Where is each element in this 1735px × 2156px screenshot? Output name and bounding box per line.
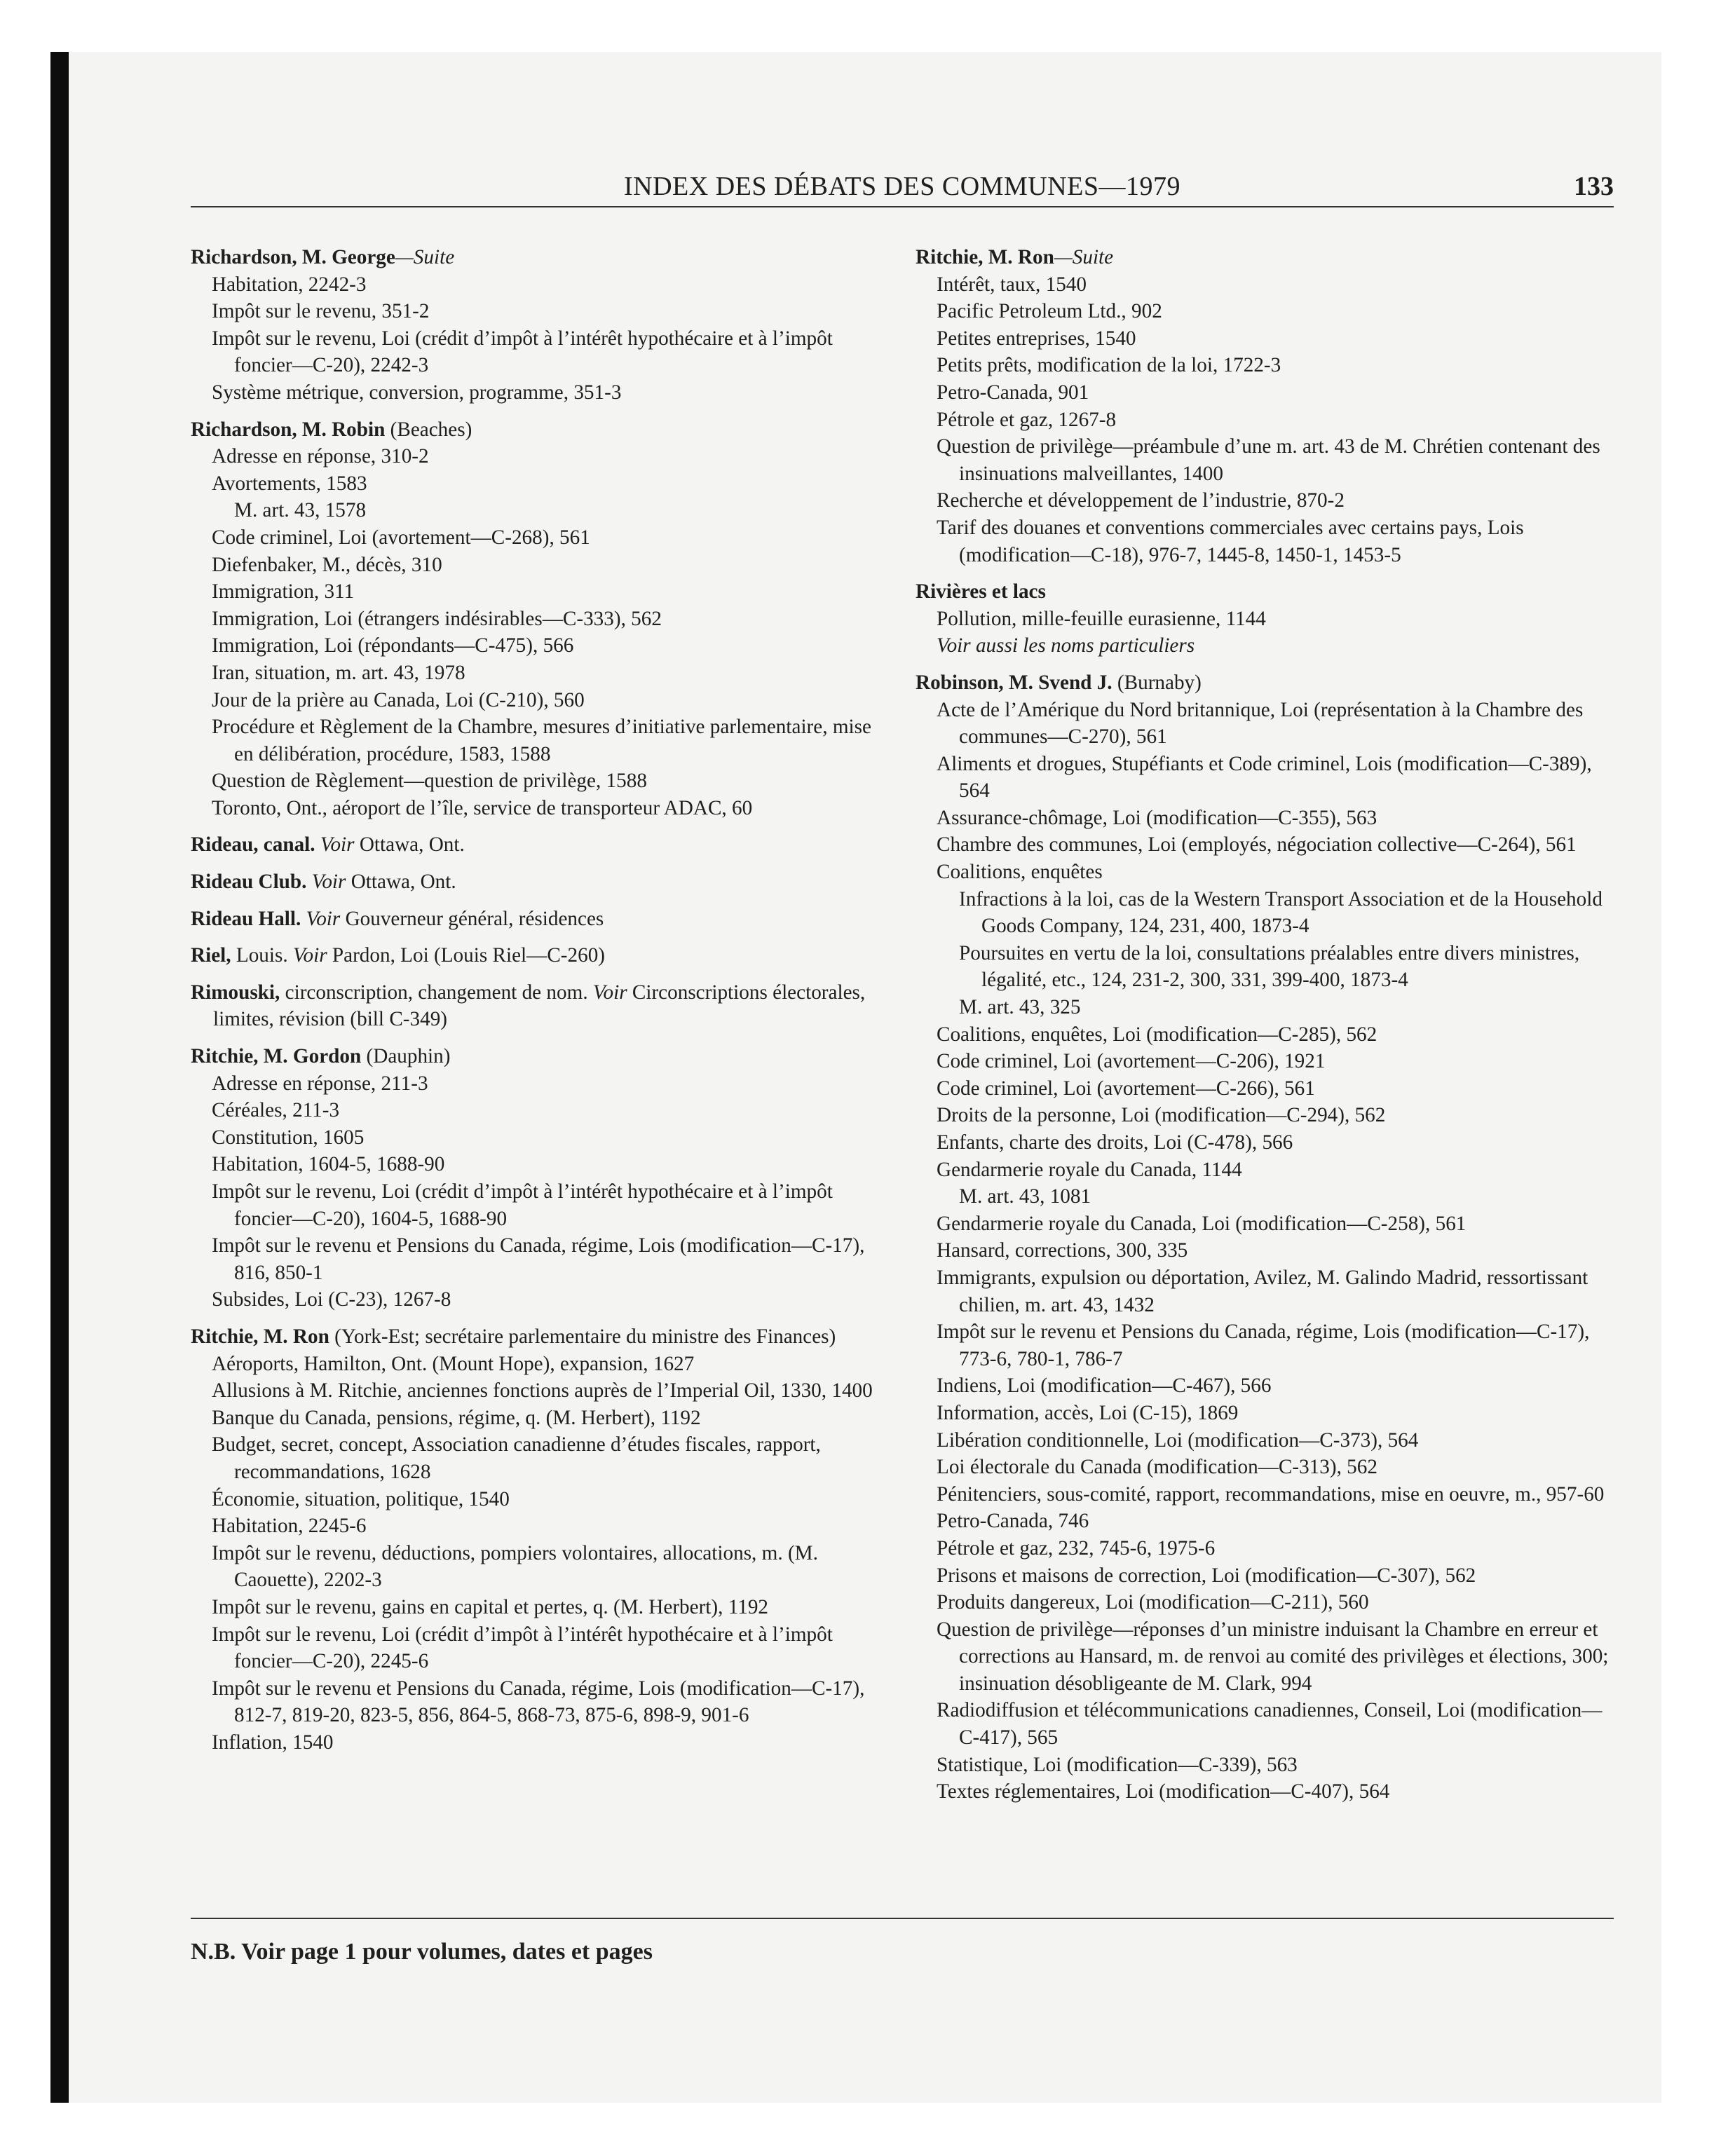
subentry: Adresse en réponse, 310-2 <box>212 445 429 468</box>
subentry: Avortements, 1583 <box>212 472 367 495</box>
entry-name: Robinson, M. Svend J. <box>916 671 1113 694</box>
page-title: INDEX DES DÉBATS DES COMMUNES—1979 <box>624 172 1181 201</box>
subentry: Pacific Petroleum Ltd., 902 <box>937 300 1162 323</box>
entry-name: Rivières et lacs <box>916 580 1046 603</box>
subentry: Textes réglementaires, Loi (modification—C-407), 564 <box>937 1780 1390 1803</box>
entry-see-reference: Voir <box>306 907 341 930</box>
subentry: Libération conditionnelle, Loi (modification—C-373), 564 <box>937 1428 1419 1452</box>
subentry: M. art. 43, 325 <box>959 996 1081 1019</box>
index-entry <box>916 669 1617 1806</box>
entry-see-target: Ottawa, Ont. <box>354 833 465 857</box>
entry-detail: (Dauphin) <box>361 1045 451 1068</box>
index-entry <box>191 831 892 859</box>
entry-heading <box>191 416 892 444</box>
subentry: Indiens, Loi (modification—C-467), 566 <box>937 1374 1272 1398</box>
entry-see-reference: Voir <box>320 833 355 857</box>
subentry: Impôt sur le revenu, gains en capital et pertes, q. (M. Herbert), 1192 <box>212 1595 769 1618</box>
subentry: Voir aussi les noms particuliers <box>937 634 1195 657</box>
entry-detail: circonscription, changement de nom. <box>280 981 593 1004</box>
subentry: Petro-Canada, 746 <box>937 1510 1089 1533</box>
entry-heading <box>191 906 892 933</box>
subentry: Immigration, Loi (étrangers indésirables—C-333), 562 <box>212 607 662 630</box>
index-entry <box>191 868 892 896</box>
subentry: Acte de l’Amérique du Nord britannique, Loi (représentation à la Chambre des communes—C-270), 561 <box>937 698 1584 749</box>
subentry: Radiodiffusion et télécommunications canadiennes, Conseil, Loi (modification—C-417), 565 <box>937 1699 1603 1749</box>
subentry: Immigrants, expulsion ou déportation, Avilez, M. Galindo Madrid, ressortissant chilien, m. art. 43, 1432 <box>937 1266 1588 1316</box>
subentry: Pénitenciers, sous-comité, rapport, recommandations, mise en oeuvre, m., 957-60 <box>937 1482 1605 1506</box>
entry-heading <box>916 244 1617 271</box>
entry-see-reference: Voir <box>592 981 627 1004</box>
header-rule <box>191 206 1614 207</box>
index-entry <box>191 244 892 407</box>
entry-see-target: Gouverneur général, résidences <box>340 907 604 930</box>
subentry: Impôt sur le revenu, Loi (crédit d’impôt à l’intérêt hypothécaire et à l’impôt foncier—C-20), 2245-6 <box>212 1623 833 1673</box>
subentry: Question de Règlement—question de privilège, 1588 <box>212 770 647 793</box>
subentry: Inflation, 1540 <box>212 1731 334 1754</box>
entry-name: Richardson, M. Robin <box>191 418 386 441</box>
subentry: Poursuites en vertu de la loi, consultations préalables entre divers ministres, légalité, etc., 124, 231-2, 300, 331, 399-400, 1873-4 <box>959 941 1580 992</box>
subentry: Loi électorale du Canada (modification—C-313), 562 <box>937 1456 1377 1479</box>
subentry: Petits prêts, modification de la loi, 1722-3 <box>937 354 1281 377</box>
subentry: M. art. 43, 1578 <box>234 499 367 522</box>
subentry: Budget, secret, concept, Association canadienne d’études fiscales, rapport, recommandations, 1628 <box>212 1433 821 1483</box>
subentry: Aliments et drogues, Stupéfiants et Code criminel, Lois (modification—C-389), 564 <box>937 752 1592 803</box>
subentry: Coalitions, enquêtes, Loi (modification—C-285), 562 <box>937 1023 1377 1046</box>
subentry: Impôt sur le revenu et Pensions du Canada, régime, Lois (modification—C-17), 816, 850-1 <box>212 1234 865 1284</box>
subentry: Procédure et Règlement de la Chambre, mesures d’initiative parlementaire, mise en délibération, procédure, 1583, 1588 <box>212 716 871 765</box>
entry-see-reference: Voir <box>292 944 327 967</box>
entry-see-reference: Voir <box>311 871 346 894</box>
subentry: Céréales, 211-3 <box>212 1099 340 1122</box>
index-column-right <box>916 244 1617 1815</box>
entry-name: Ritchie, M. Gordon <box>191 1045 362 1068</box>
index-entry <box>191 1323 892 1756</box>
subentry: Code criminel, Loi (avortement—C-266), 561 <box>937 1077 1315 1100</box>
subentry: Code criminel, Loi (avortement—C-206), 1921 <box>937 1050 1326 1073</box>
subentry: Pétrole et gaz, 1267-8 <box>937 408 1117 431</box>
entry-suite: —Suite <box>1054 246 1114 268</box>
subentry: Économie, situation, politique, 1540 <box>212 1487 510 1510</box>
index-entry <box>916 244 1617 568</box>
subentry: Coalitions, enquêtes <box>937 861 1103 884</box>
subentry: M. art. 43, 1081 <box>959 1185 1091 1208</box>
subentry: Constitution, 1605 <box>212 1126 365 1149</box>
subentry: Banque du Canada, pensions, régime, q. (M. Herbert), 1192 <box>212 1406 701 1429</box>
entry-detail: (York-Est; secrétaire parlementaire du ministre des Finances) <box>329 1325 836 1348</box>
entry-heading <box>916 578 1617 606</box>
entry-see-target: Circonscriptions électorales, limites, révision (bill C-349) <box>213 981 866 1031</box>
entry-name: Ritchie, M. Ron <box>191 1325 329 1348</box>
entry-detail: (Burnaby) <box>1112 671 1202 694</box>
entry-suite: —Suite <box>395 246 455 268</box>
subentry: Impôt sur le revenu, Loi (crédit d’impôt à l’intérêt hypothécaire et à l’impôt foncier—C-20), 2242-3 <box>212 327 833 377</box>
index-column-left <box>191 244 892 1766</box>
scan-edge-bar <box>50 52 69 2103</box>
subentry: Statistique, Loi (modification—C-339), 563 <box>937 1753 1298 1776</box>
subentry: Question de privilège—réponses d’un ministre induisant la Chambre en erreur et corrections au Hansard, m. de renvoi au comité des privilèges et élections, 300; insinuation désobligeante de M. Clark, 994 <box>937 1618 1609 1695</box>
footer-note: N.B. Voir page 1 pour volumes, dates et pages <box>191 1939 653 1965</box>
subentry: Pétrole et gaz, 232, 745-6, 1975-6 <box>937 1536 1216 1560</box>
subentry: Toronto, Ont., aéroport de l’île, service de transporteur ADAC, 60 <box>212 796 753 819</box>
subentry: Recherche et développement de l’industrie, 870-2 <box>937 489 1345 512</box>
subentry: Infractions à la loi, cas de la Western Transport Association et de la Household Goods Company, 124, 231, 400, 1873-4 <box>959 887 1603 938</box>
entry-heading <box>191 868 892 896</box>
footer-rule <box>191 1918 1614 1919</box>
subentry: Habitation, 2245-6 <box>212 1515 367 1538</box>
index-entry <box>191 416 892 822</box>
subentry: Diefenbaker, M., décès, 310 <box>212 553 442 576</box>
index-entry <box>916 578 1617 660</box>
subentry: Tarif des douanes et conventions commerciales avec certains pays, Lois (modification—C-18), 976-7, 1445-8, 1450-1, 1453-5 <box>937 516 1524 566</box>
subentry: Droits de la personne, Loi (modification—C-294), 562 <box>937 1104 1386 1127</box>
subentry: Petites entreprises, 1540 <box>937 327 1136 350</box>
subentry: Assurance-chômage, Loi (modification—C-355), 563 <box>937 806 1377 829</box>
entry-heading <box>191 1323 892 1351</box>
subentry: Gendarmerie royale du Canada, Loi (modification—C-258), 561 <box>937 1212 1467 1235</box>
subentry: Impôt sur le revenu et Pensions du Canada, régime, Lois (modification—C-17), 812-7, 819-20, 823-5, 856, 864-5, 868-73, 875-6, 898-9, 901-6 <box>212 1677 865 1727</box>
subentry: Immigration, 311 <box>212 580 355 603</box>
subentry: Jour de la prière au Canada, Loi (C-210), 560 <box>212 688 585 711</box>
subentry: Impôt sur le revenu, déductions, pompiers volontaires, allocations, m. (M. Caouette), 2202-3 <box>212 1541 818 1592</box>
subentry: Adresse en réponse, 211-3 <box>212 1072 428 1095</box>
subentry: Gendarmerie royale du Canada, 1144 <box>937 1158 1242 1181</box>
page-header <box>191 171 1614 207</box>
subentry: Hansard, corrections, 300, 335 <box>937 1239 1188 1262</box>
index-entry <box>191 1043 892 1314</box>
subentry: Habitation, 2242-3 <box>212 273 367 296</box>
entry-heading <box>191 831 892 859</box>
page-number: 133 <box>1574 172 1614 201</box>
subentry: Question de privilège—préambule d’une m. art. 43 de M. Chrétien contenant des insinuations malveillantes, 1400 <box>937 435 1600 485</box>
entry-heading <box>191 942 892 969</box>
entry-heading <box>191 979 892 1033</box>
subentry: Prisons et maisons de correction, Loi (modification—C-307), 562 <box>937 1564 1476 1587</box>
subentry: Immigration, Loi (répondants—C-475), 566 <box>212 634 574 657</box>
entry-name: Rideau Club. <box>191 871 307 894</box>
subentry: Habitation, 1604-5, 1688-90 <box>212 1153 445 1176</box>
index-entry <box>191 979 892 1033</box>
subentry: Information, accès, Loi (C-15), 1869 <box>937 1401 1239 1424</box>
entry-heading <box>191 244 892 271</box>
subentry: Intérêt, taux, 1540 <box>937 273 1087 296</box>
subentry: Allusions à M. Ritchie, anciennes fonctions auprès de l’Imperial Oil, 1330, 1400 <box>212 1379 873 1403</box>
subentry: Enfants, charte des droits, Loi (C-478), 566 <box>937 1131 1293 1154</box>
index-entry <box>191 906 892 933</box>
entry-name: Rideau Hall. <box>191 907 301 930</box>
entry-see-target: Ottawa, Ont. <box>346 871 456 894</box>
entry-detail: Louis. <box>231 944 293 967</box>
subentry: Aéroports, Hamilton, Ont. (Mount Hope), expansion, 1627 <box>212 1352 695 1375</box>
subentry: Système métrique, conversion, programme, 351-3 <box>212 381 622 404</box>
subentry: Impôt sur le revenu, Loi (crédit d’impôt à l’intérêt hypothécaire et à l’impôt foncier—C-20), 1604-5, 1688-90 <box>212 1180 833 1230</box>
subentry: Iran, situation, m. art. 43, 1978 <box>212 661 465 684</box>
entry-name: Riel, <box>191 944 231 967</box>
entry-name: Rimouski, <box>191 981 280 1004</box>
index-entry <box>191 942 892 969</box>
subentry: Subsides, Loi (C-23), 1267-8 <box>212 1288 451 1311</box>
entry-heading <box>916 669 1617 697</box>
entry-name: Ritchie, M. Ron <box>916 246 1054 268</box>
subentry: Code criminel, Loi (avortement—C-268), 561 <box>212 526 590 549</box>
subentry: Impôt sur le revenu et Pensions du Canada, régime, Lois (modification—C-17), 773-6, 780-1, 786-7 <box>937 1321 1590 1370</box>
entry-heading <box>191 1043 892 1070</box>
subentry: Produits dangereux, Loi (modification—C-211), 560 <box>937 1591 1369 1614</box>
entry-name: Richardson, M. George <box>191 246 395 268</box>
subentry: Chambre des communes, Loi (employés, négociation collective—C-264), 561 <box>937 833 1577 857</box>
entry-see-target: Pardon, Loi (Louis Riel—C-260) <box>327 944 606 967</box>
entry-name: Rideau, canal. <box>191 833 315 857</box>
subentry: Petro-Canada, 901 <box>937 381 1089 404</box>
entry-detail: (Beaches) <box>385 418 472 441</box>
subentry: Pollution, mille-feuille eurasienne, 1144 <box>937 607 1266 630</box>
subentry: Impôt sur le revenu, 351-2 <box>212 300 430 323</box>
